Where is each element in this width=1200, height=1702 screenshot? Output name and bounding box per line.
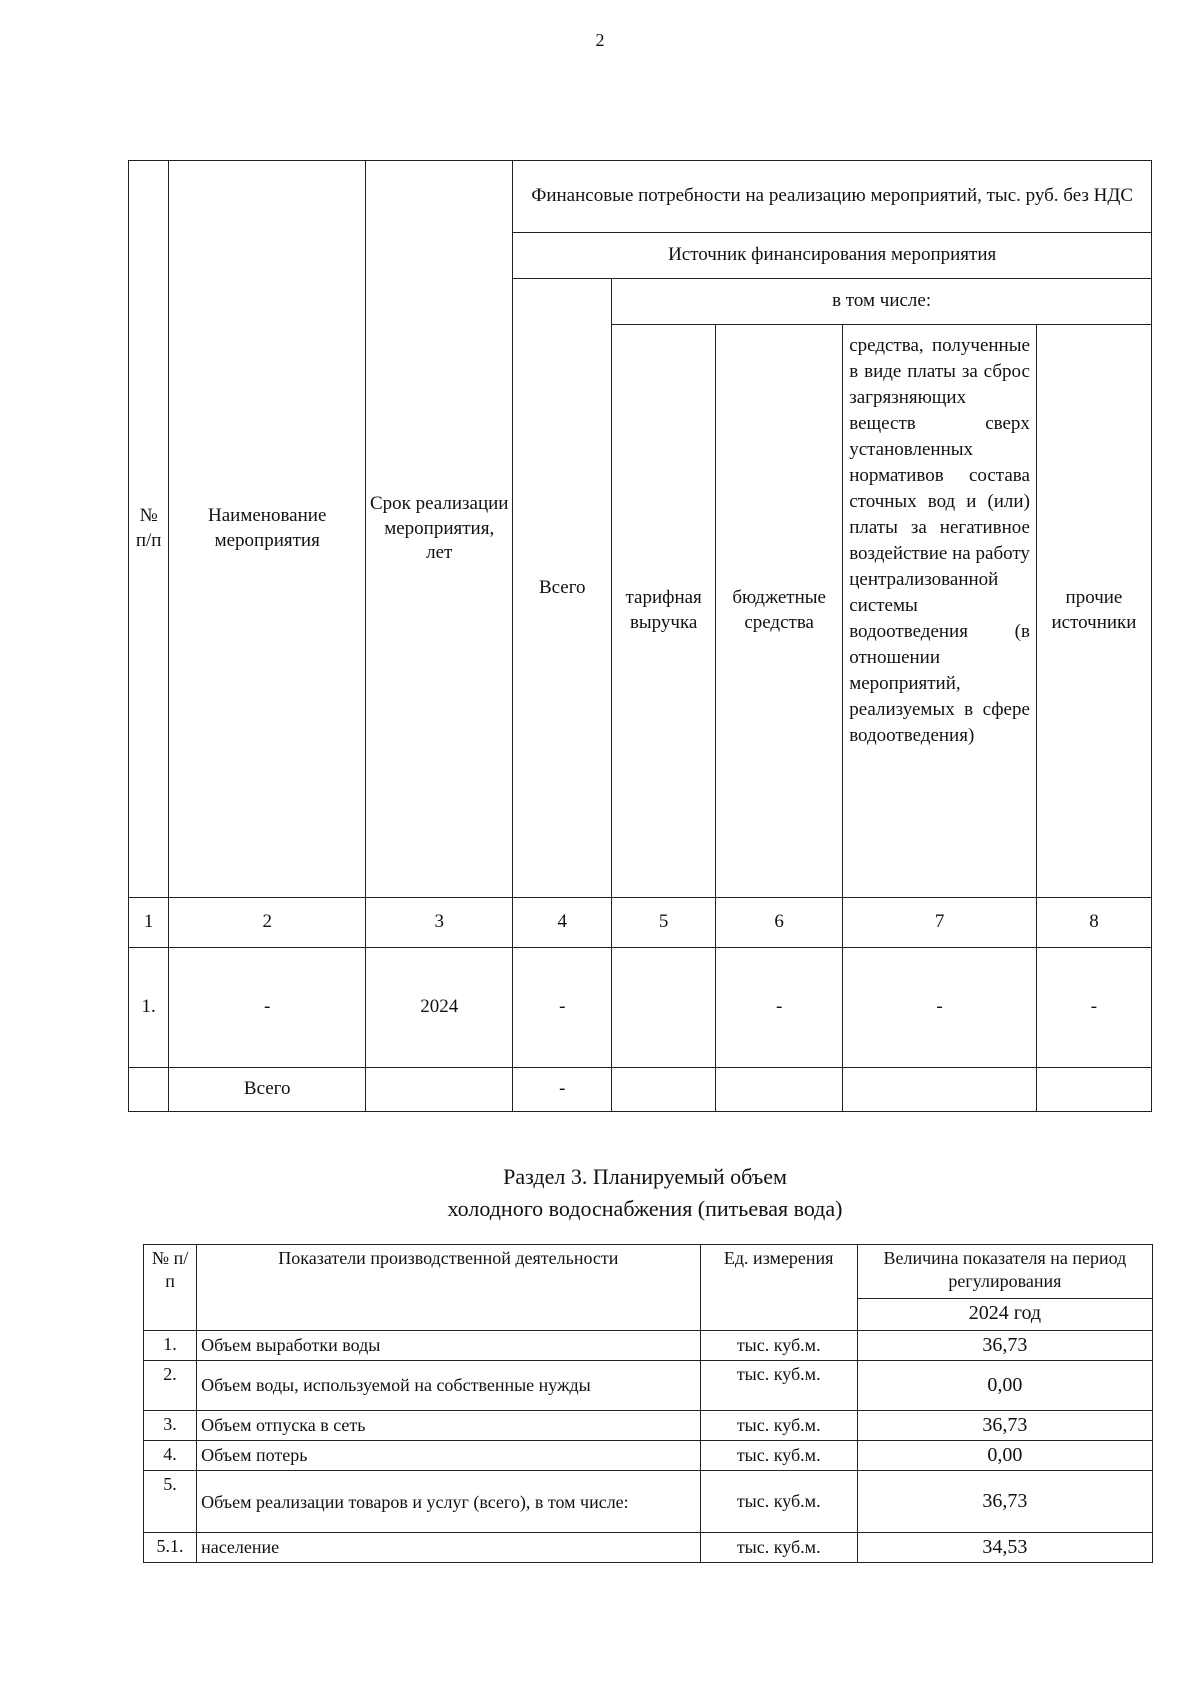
t2-row-indicator: Объем воды, используемой на собственные нужды: [197, 1361, 700, 1411]
t2-row-value: 36,73: [857, 1411, 1152, 1441]
financial-needs-table: [128, 160, 1152, 1112]
t2-row-value: 0,00: [857, 1441, 1152, 1471]
section-title: [0, 1161, 1200, 1225]
index-cell: 2: [169, 898, 366, 948]
table-row: [144, 1533, 1153, 1563]
index-cell: 5: [612, 898, 716, 948]
header-event-name: Наименование мероприятия: [169, 161, 366, 898]
index-cell: 7: [843, 898, 1037, 948]
table-row: [129, 948, 1152, 1068]
planned-volume-table: [143, 1244, 1153, 1563]
t2-row-num: 5.: [144, 1471, 197, 1533]
page-number: 2: [595, 30, 605, 50]
t2-row-unit: тыс. куб.м.: [700, 1361, 857, 1411]
row-other: -: [1036, 948, 1151, 1068]
t2-row-value: 0,00: [857, 1361, 1152, 1411]
total-value: -: [513, 1068, 612, 1112]
t2-header-year: 2024 год: [857, 1299, 1152, 1331]
t2-row-num: 4.: [144, 1441, 197, 1471]
t2-row-value: 36,73: [857, 1471, 1152, 1533]
index-row: [129, 898, 1152, 948]
index-cell: 6: [716, 898, 843, 948]
section-title-line2: холодного водоснабжения (питьевая вода): [447, 1196, 843, 1221]
t2-header-unit: Ед. измерения: [700, 1245, 857, 1331]
header-financial-needs: Финансовые потребности на реализацию мероприятий, тыс. руб. без НДС: [513, 161, 1152, 233]
t2-row-num: 3.: [144, 1411, 197, 1441]
t2-row-unit: тыс. куб.м.: [700, 1441, 857, 1471]
t2-row-num: 5.1.: [144, 1533, 197, 1563]
t2-row-indicator: Объем отпуска в сеть: [197, 1411, 700, 1441]
total-row: [129, 1068, 1152, 1112]
t2-row-indicator: население: [197, 1533, 700, 1563]
row-num: 1.: [129, 948, 169, 1068]
t2-row-unit: тыс. куб.м.: [700, 1331, 857, 1361]
index-cell: 3: [366, 898, 513, 948]
t2-header-indicator: Показатели производственной деятельности: [197, 1245, 700, 1331]
header-funding-source: Источник финансирования мероприятия: [513, 233, 1152, 279]
index-cell: 4: [513, 898, 612, 948]
table-row: [144, 1361, 1153, 1411]
t2-row-indicator: Объем реализации товаров и услуг (всего), в том числе:: [197, 1471, 700, 1533]
header-term: Срок реализации мероприятия, лет: [366, 161, 513, 898]
section-title-line1: Раздел 3. Планируемый объем: [503, 1164, 787, 1189]
row-tariff: [612, 948, 716, 1068]
t2-row-value: 34,53: [857, 1533, 1152, 1563]
total-label: Всего: [169, 1068, 366, 1112]
t2-row-num: 1.: [144, 1331, 197, 1361]
row-term: 2024: [366, 948, 513, 1068]
row-name: -: [169, 948, 366, 1068]
header-other: прочие источники: [1036, 325, 1151, 898]
t2-row-unit: тыс. куб.м.: [700, 1411, 857, 1441]
table-row: [144, 1471, 1153, 1533]
t2-row-value: 36,73: [857, 1331, 1152, 1361]
row-budget: -: [716, 948, 843, 1068]
index-cell: 1: [129, 898, 169, 948]
t2-row-num: 2.: [144, 1361, 197, 1411]
index-cell: 8: [1036, 898, 1151, 948]
table-row: [144, 1331, 1153, 1361]
header-num: № п/п: [129, 161, 169, 898]
header-tariff: тарифная выручка: [612, 325, 716, 898]
header-including: в том числе:: [612, 279, 1152, 325]
t2-row-indicator: Объем потерь: [197, 1441, 700, 1471]
t2-row-indicator: Объем выработки воды: [197, 1331, 700, 1361]
header-fees: средства, полученные в виде платы за сброс загрязняющих веществ сверх установленных нормативов состава сточных вод и (или) платы за негативное воздействие на работу централизованной системы водоотведения (в отношении мероприятий, реализуемых в сфере водоотведения): [843, 325, 1037, 898]
t2-row-unit: тыс. куб.м.: [700, 1471, 857, 1533]
table-row: [144, 1441, 1153, 1471]
row-total: -: [513, 948, 612, 1068]
header-budget: бюджетные средства: [716, 325, 843, 898]
t2-header-value: Величина показателя на период регулирования: [857, 1245, 1152, 1299]
t2-row-unit: тыс. куб.м.: [700, 1533, 857, 1563]
header-total: Всего: [513, 279, 612, 898]
row-fees: -: [843, 948, 1037, 1068]
table-row: [144, 1411, 1153, 1441]
t2-header-num: № п/п: [144, 1245, 197, 1331]
